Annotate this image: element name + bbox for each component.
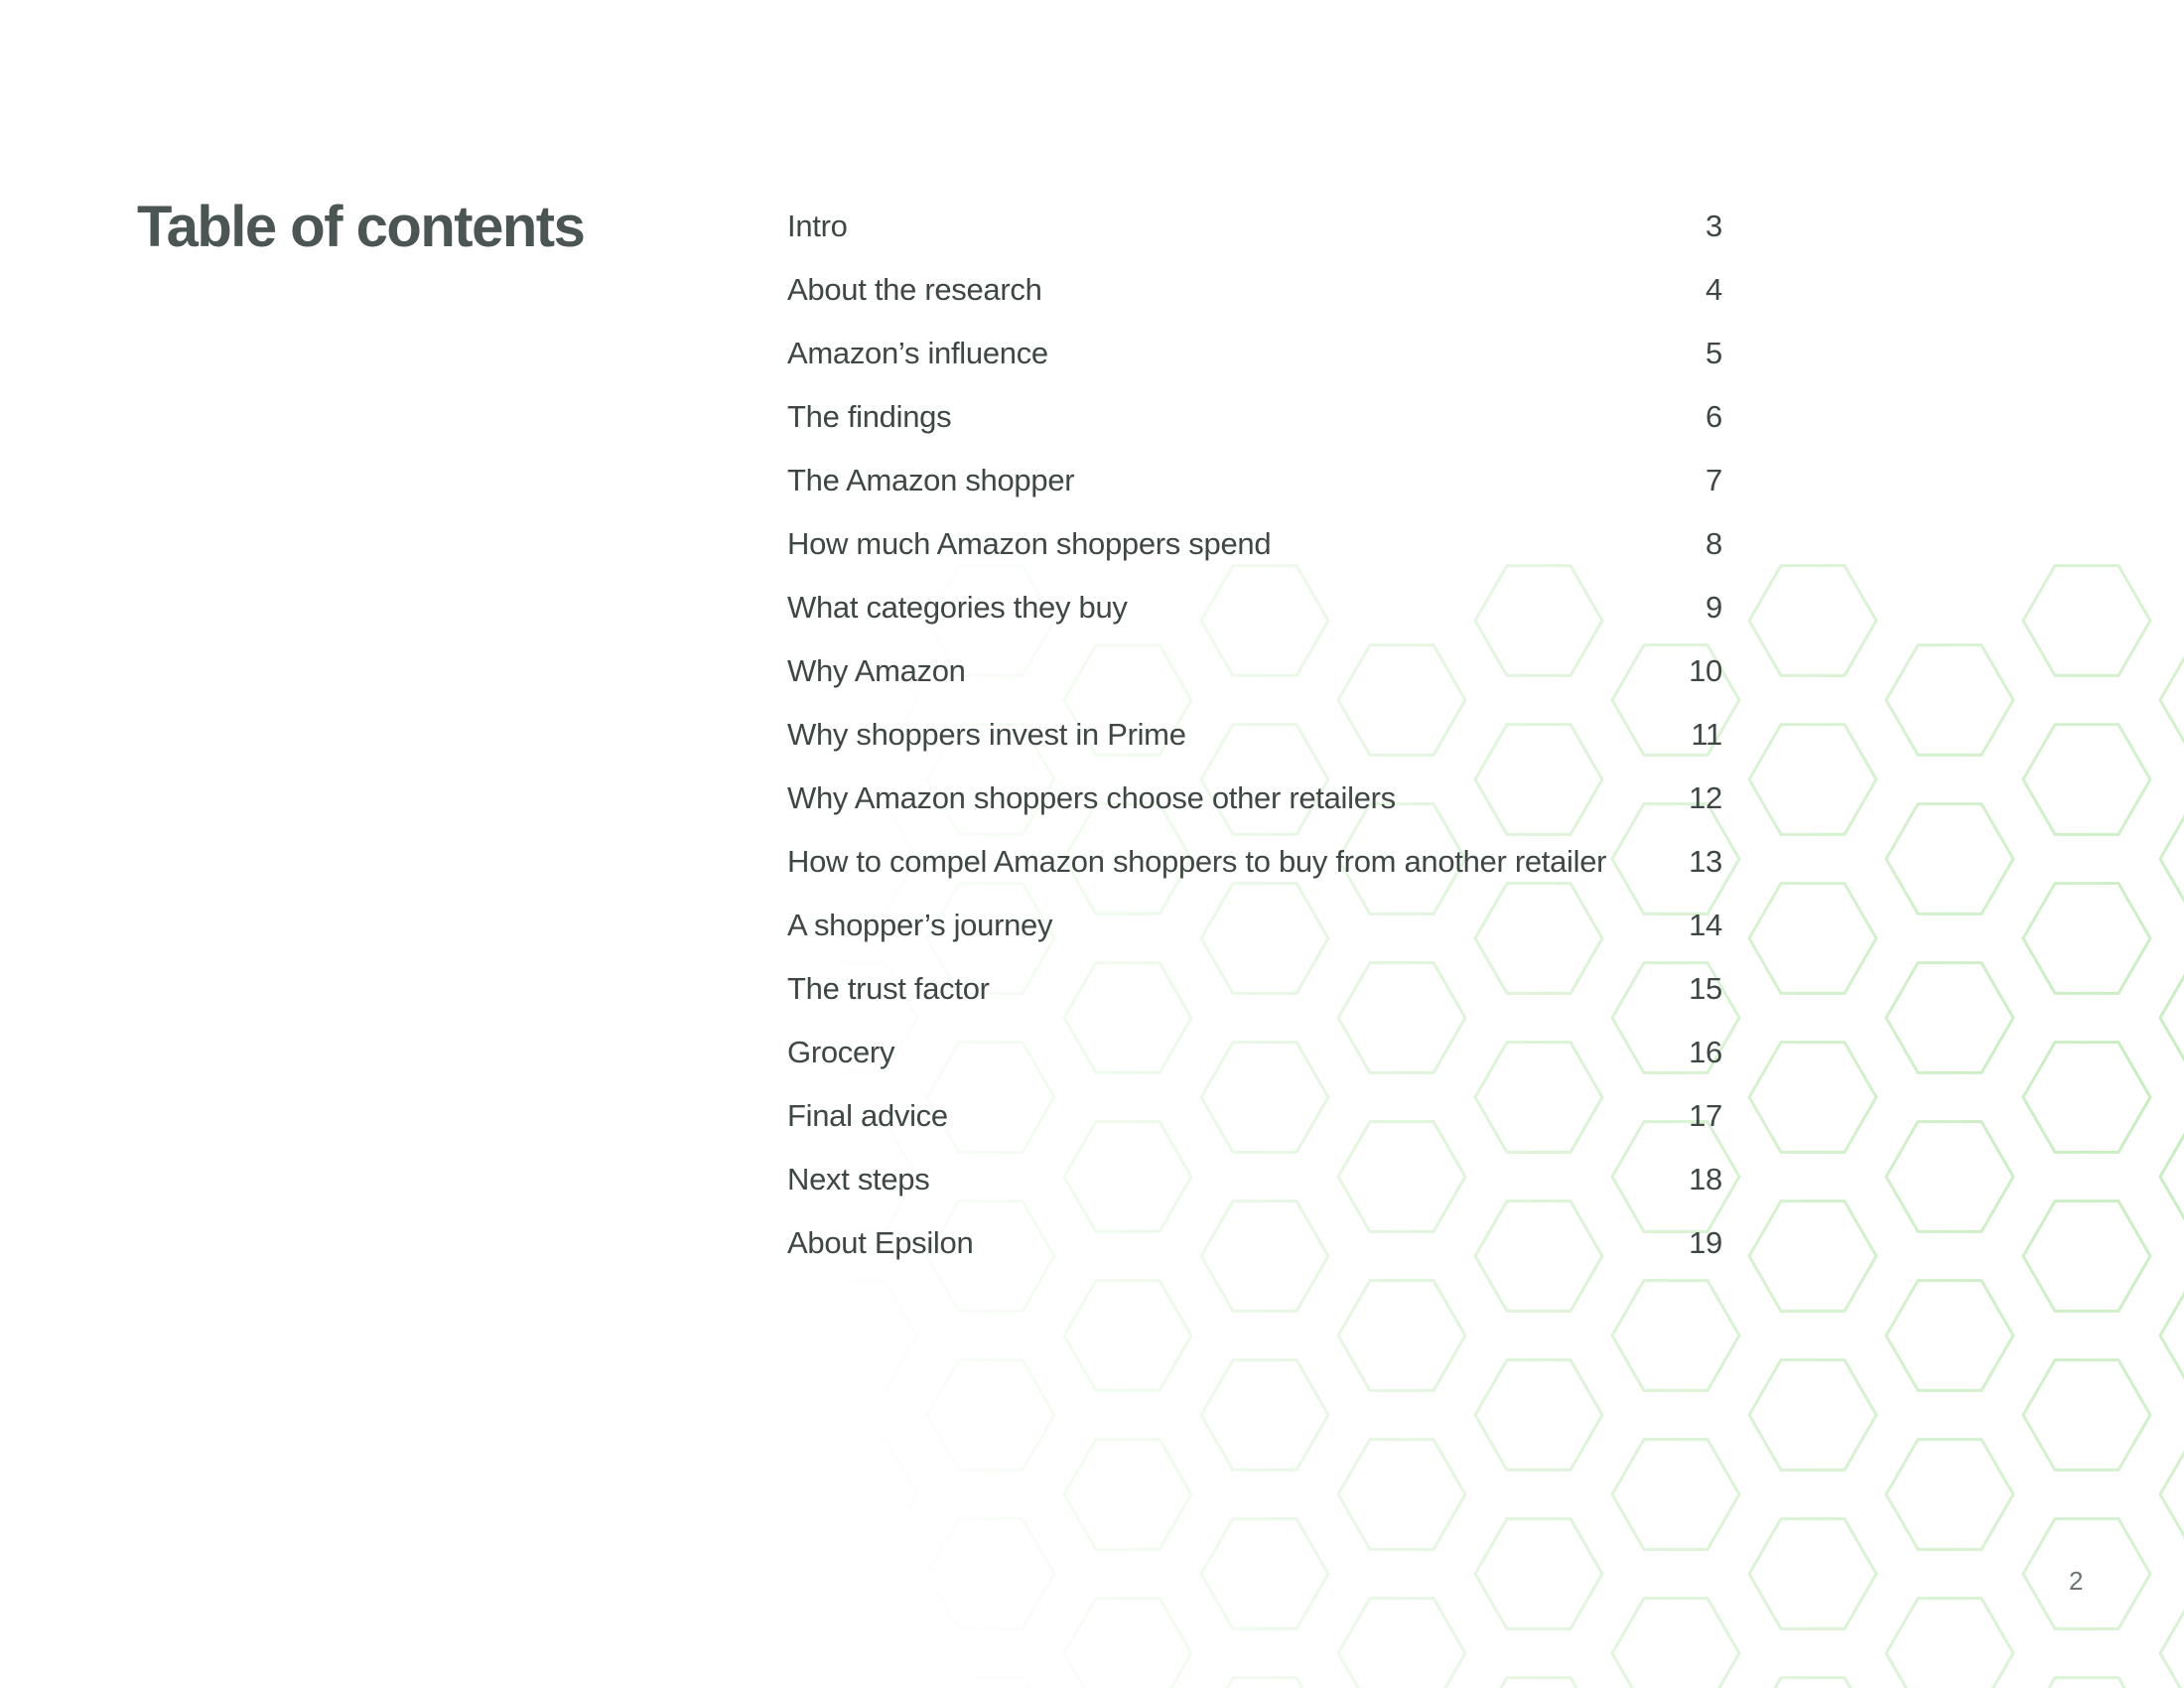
toc-entry-page: 16: [1689, 1035, 1722, 1069]
hexagon-shape: [927, 1519, 1054, 1629]
hexagon-shape: [1886, 645, 2013, 756]
hexagon-shape: [1749, 1043, 1876, 1153]
toc-entry-page: 19: [1689, 1225, 1722, 1260]
toc-entry-page: 8: [1706, 526, 1722, 561]
toc-entry[interactable]: [787, 1211, 1722, 1275]
toc-entry-page: 5: [1706, 336, 1722, 370]
hexagon-shape: [1749, 884, 1876, 994]
toc-entry[interactable]: [787, 830, 1722, 894]
toc-entry-label: The trust factor: [787, 971, 990, 1006]
toc-entry-page: 6: [1706, 399, 1722, 434]
toc-entry[interactable]: [787, 767, 1722, 830]
hexagon-shape: [1064, 1599, 1191, 1688]
toc-entry-label: Why Amazon shoppers choose other retailers: [787, 780, 1396, 815]
hexagon-shape: [2023, 1519, 2150, 1629]
hexagon-shape: [2023, 725, 2150, 835]
hexagon-shape: [790, 1281, 917, 1391]
toc-entry-page: 4: [1706, 272, 1722, 307]
toc-entry-page: 18: [1689, 1162, 1722, 1196]
toc-entry-label: About Epsilon: [787, 1225, 974, 1260]
hexagon-shape: [2160, 1122, 2184, 1232]
hexagon-shape: [2023, 1360, 2150, 1471]
toc-entry-page: 11: [1691, 717, 1722, 752]
toc-entry-page: 15: [1689, 971, 1722, 1006]
hexagon-shape: [1886, 1440, 2013, 1550]
hexagon-shape: [1338, 1440, 1465, 1550]
hexagon-shape: [1886, 804, 2013, 914]
toc-entry-label: Next steps: [787, 1162, 930, 1196]
toc-entry[interactable]: [787, 957, 1722, 1021]
toc-entry-label: The Amazon shopper: [787, 463, 1075, 497]
hexagon-shape: [2160, 963, 2184, 1073]
hexagon-shape: [2023, 884, 2150, 994]
hexagon-shape: [790, 1599, 917, 1688]
toc-list: [787, 195, 1722, 1275]
toc-entry-label: Intro: [787, 209, 848, 243]
hexagon-shape: [1749, 1201, 1876, 1312]
hexagon-shape: [2023, 566, 2150, 676]
toc-entry[interactable]: [787, 195, 1722, 258]
toc-entry-label: The findings: [787, 399, 952, 434]
toc-entry[interactable]: [787, 1148, 1722, 1211]
toc-entry-label: Final advice: [787, 1098, 948, 1133]
toc-entry[interactable]: [787, 512, 1722, 576]
toc-entry-label: Grocery: [787, 1035, 895, 1069]
hexagon-shape: [1886, 1122, 2013, 1232]
hexagon-shape: [1338, 1281, 1465, 1391]
hexagon-shape: [1612, 1440, 1739, 1550]
toc-entry-label: What categories they buy: [787, 590, 1128, 625]
hexagon-shape: [2023, 1201, 2150, 1312]
hexagon-shape: [1749, 1360, 1876, 1471]
toc-entry-page: 10: [1689, 653, 1722, 688]
toc-entry[interactable]: [787, 639, 1722, 703]
hexagon-shape: [2160, 1281, 2184, 1391]
toc-entry-label: Amazon’s influence: [787, 336, 1048, 370]
toc-entry[interactable]: [787, 258, 1722, 322]
toc-entry-page: 13: [1689, 844, 1722, 879]
hexagon-shape: [1886, 1281, 2013, 1391]
hexagon-shape: [927, 1678, 1054, 1688]
hexagon-shape: [927, 1360, 1054, 1471]
hexagon-shape: [1338, 1599, 1465, 1688]
toc-entry-page: 14: [1689, 908, 1722, 942]
hexagon-shape: [1201, 1678, 1328, 1688]
toc-entry-label: How to compel Amazon shoppers to buy from another retailer: [787, 844, 1607, 879]
hexagon-shape: [1064, 1281, 1191, 1391]
hexagon-shape: [1749, 566, 1876, 676]
toc-entry-label: Why shoppers invest in Prime: [787, 717, 1186, 752]
hexagon-shape: [1064, 1440, 1191, 1550]
hexagon-shape: [2023, 1678, 2150, 1688]
hexagon-shape: [1886, 1599, 2013, 1688]
toc-entry-label: Why Amazon: [787, 653, 966, 688]
hexagon-shape: [2160, 1599, 2184, 1688]
toc-entry-page: 12: [1689, 780, 1722, 815]
hexagon-shape: [1475, 1519, 1602, 1629]
hexagon-shape: [2160, 1440, 2184, 1550]
toc-entry-page: 7: [1706, 463, 1722, 497]
hexagon-shape: [2160, 645, 2184, 756]
toc-entry[interactable]: [787, 322, 1722, 385]
toc-entry-label: How much Amazon shoppers spend: [787, 526, 1272, 561]
hexagon-shape: [1612, 1599, 1739, 1688]
toc-entry[interactable]: [787, 1021, 1722, 1084]
toc-entry[interactable]: [787, 894, 1722, 957]
toc-entry-page: 9: [1706, 590, 1722, 625]
toc-entry-label: A shopper’s journey: [787, 908, 1053, 942]
hexagon-shape: [1749, 1519, 1876, 1629]
toc-entry-page: 17: [1689, 1098, 1722, 1133]
hexagon-shape: [1201, 1360, 1328, 1471]
toc-entry[interactable]: [787, 703, 1722, 767]
hexagon-shape: [1475, 1678, 1602, 1688]
hexagon-shape: [1749, 725, 1876, 835]
toc-entry[interactable]: [787, 385, 1722, 449]
hexagon-shape: [1201, 1519, 1328, 1629]
hexagon-shape: [1886, 963, 2013, 1073]
hexagon-shape: [790, 1440, 917, 1550]
toc-entry-label: About the research: [787, 272, 1042, 307]
hexagon-shape: [1749, 1678, 1876, 1688]
hexagon-shape: [2160, 804, 2184, 914]
page-number: 2: [2069, 1566, 2084, 1596]
page-title: Table of contents: [137, 195, 585, 259]
toc-entry[interactable]: [787, 576, 1722, 639]
hexagon-shape: [2023, 1043, 2150, 1153]
toc-entry[interactable]: [787, 449, 1722, 512]
toc-entry[interactable]: [787, 1084, 1722, 1148]
toc-entry-page: 3: [1706, 209, 1722, 243]
hexagon-shape: [1475, 1360, 1602, 1471]
hexagon-shape: [1612, 1281, 1739, 1391]
